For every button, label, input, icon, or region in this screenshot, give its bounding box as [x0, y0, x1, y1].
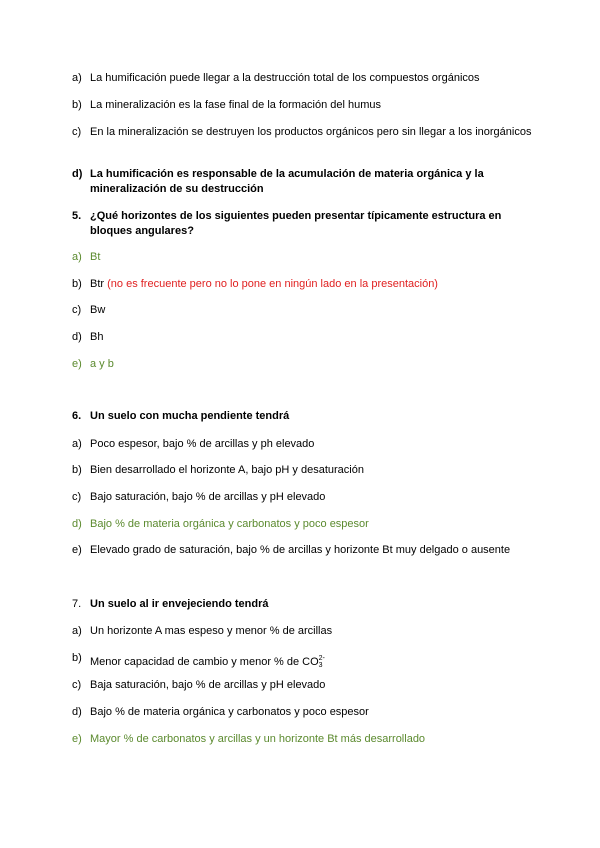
option-note: (no es frecuente pero no lo pone en ningún lado en la presentación) — [107, 278, 438, 290]
option-label: a) — [72, 438, 82, 450]
option-label: d) — [72, 331, 82, 343]
option-text: Un horizonte A mas espeso y menor % de arcillas — [90, 625, 333, 637]
option-text-wrap — [90, 277, 532, 292]
option-label: c) — [72, 679, 82, 691]
question-number: 6. — [72, 410, 82, 422]
option-label: c) — [72, 304, 82, 316]
option-text: La mineralización es la fase final de la formación del humus — [90, 99, 382, 111]
option-text: Bt — [90, 251, 101, 263]
subscript: 3 — [318, 662, 323, 669]
question-number: 7. — [72, 598, 82, 610]
option-label: c) — [72, 491, 82, 503]
option-text: Bien desarrollado el horizonte A, bajo pH y desaturación — [90, 464, 364, 476]
question-number: 5. — [72, 210, 82, 222]
option-text: a y b — [90, 358, 114, 370]
option-label: a) — [72, 625, 82, 637]
option-label: b) — [72, 464, 82, 476]
question-text: ¿Qué horizontes de los siguientes pueden presentar típicamente estructura en bloques angulares? — [90, 210, 502, 237]
option-label: b) — [72, 99, 82, 111]
option-text: Poco espesor, bajo % de arcillas y ph elevado — [90, 438, 315, 450]
option-label: a) — [72, 251, 82, 263]
option-label: d) — [72, 168, 83, 180]
option-label: e) — [72, 358, 82, 370]
option-label: a) — [72, 72, 82, 84]
question-text: Un suelo al ir envejeciendo tendrá — [90, 598, 269, 610]
option-label: e) — [72, 544, 82, 556]
option-text: Menor capacidad de cambio y menor % de CO — [90, 656, 319, 668]
option-text: En la mineralización se destruyen los productos orgánicos pero sin llegar a los inorgánicos — [90, 126, 532, 138]
option-text: Baja saturación, bajo % de arcillas y pH elevado — [90, 679, 326, 691]
question-text: Un suelo con mucha pendiente tendrá — [90, 410, 290, 422]
option-label: b) — [72, 652, 82, 664]
option-text: Elevado grado de saturación, bajo % de arcillas y horizonte Bt muy delgado o ausente — [90, 544, 511, 556]
option-text: Bajo % de materia orgánica y carbonatos y poco espesor — [90, 518, 369, 530]
option-label: d) — [72, 706, 82, 718]
superscript: 2- — [318, 655, 325, 662]
option-label: b) — [72, 278, 82, 290]
option-text-wrap — [90, 651, 532, 673]
option-text: Bw — [90, 304, 106, 316]
option-label: e) — [72, 733, 82, 745]
option-text: La humificación puede llegar a la destrucción total de los compuestos orgánicos — [90, 72, 480, 84]
option-label: d) — [72, 518, 82, 530]
option-label: c) — [72, 126, 82, 138]
option-text: Bajo saturación, bajo % de arcillas y pH elevado — [90, 491, 326, 503]
option-text: Bajo % de materia orgánica y carbonatos y poco espesor — [90, 706, 369, 718]
option-text: Mayor % de carbonatos y arcillas y un horizonte Bt más desarrollado — [90, 733, 426, 745]
option-text: La humificación es responsable de la acumulación de materia orgánica y la mineralización de su destrucción — [90, 168, 484, 195]
option-text: Btr — [90, 278, 105, 290]
option-text: Bh — [90, 331, 104, 343]
